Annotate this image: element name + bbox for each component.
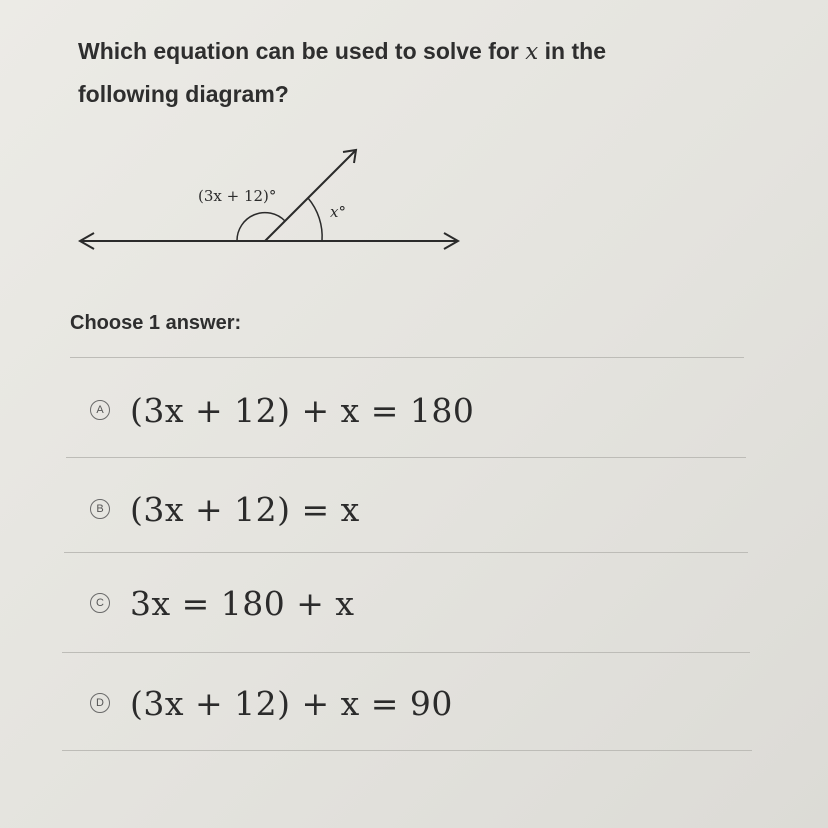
left-angle-label: (3x + 12)° [198, 187, 277, 205]
right-angle-arc [308, 198, 322, 241]
divider-a [66, 457, 746, 458]
option-a-equation: (3x + 12) + x = 180 [130, 390, 475, 430]
option-b[interactable] [90, 479, 360, 539]
right-angle-label: x° [330, 203, 346, 221]
divider-top [70, 357, 744, 358]
option-c-equation: 3x = 180 + x [130, 583, 355, 623]
divider-d [62, 750, 752, 751]
question-before: Which equation can be used to solve for [78, 38, 519, 64]
option-c-radio[interactable]: C [90, 593, 110, 613]
option-c[interactable] [90, 573, 354, 633]
option-b-equation: (3x + 12) = x [130, 489, 360, 529]
divider-c [62, 652, 750, 653]
option-d[interactable] [90, 673, 453, 733]
option-b-radio[interactable]: B [90, 499, 110, 519]
option-d-equation: (3x + 12) + x = 90 [130, 683, 453, 723]
choose-label: Choose 1 answer: [70, 312, 242, 334]
question-after: in the following diagram? [78, 38, 606, 107]
option-a-radio[interactable]: A [90, 400, 110, 420]
question-variable: x [525, 39, 539, 65]
divider-b [64, 552, 748, 553]
option-a[interactable] [90, 380, 474, 440]
ray-line [265, 150, 356, 241]
option-d-radio[interactable]: D [90, 693, 110, 713]
